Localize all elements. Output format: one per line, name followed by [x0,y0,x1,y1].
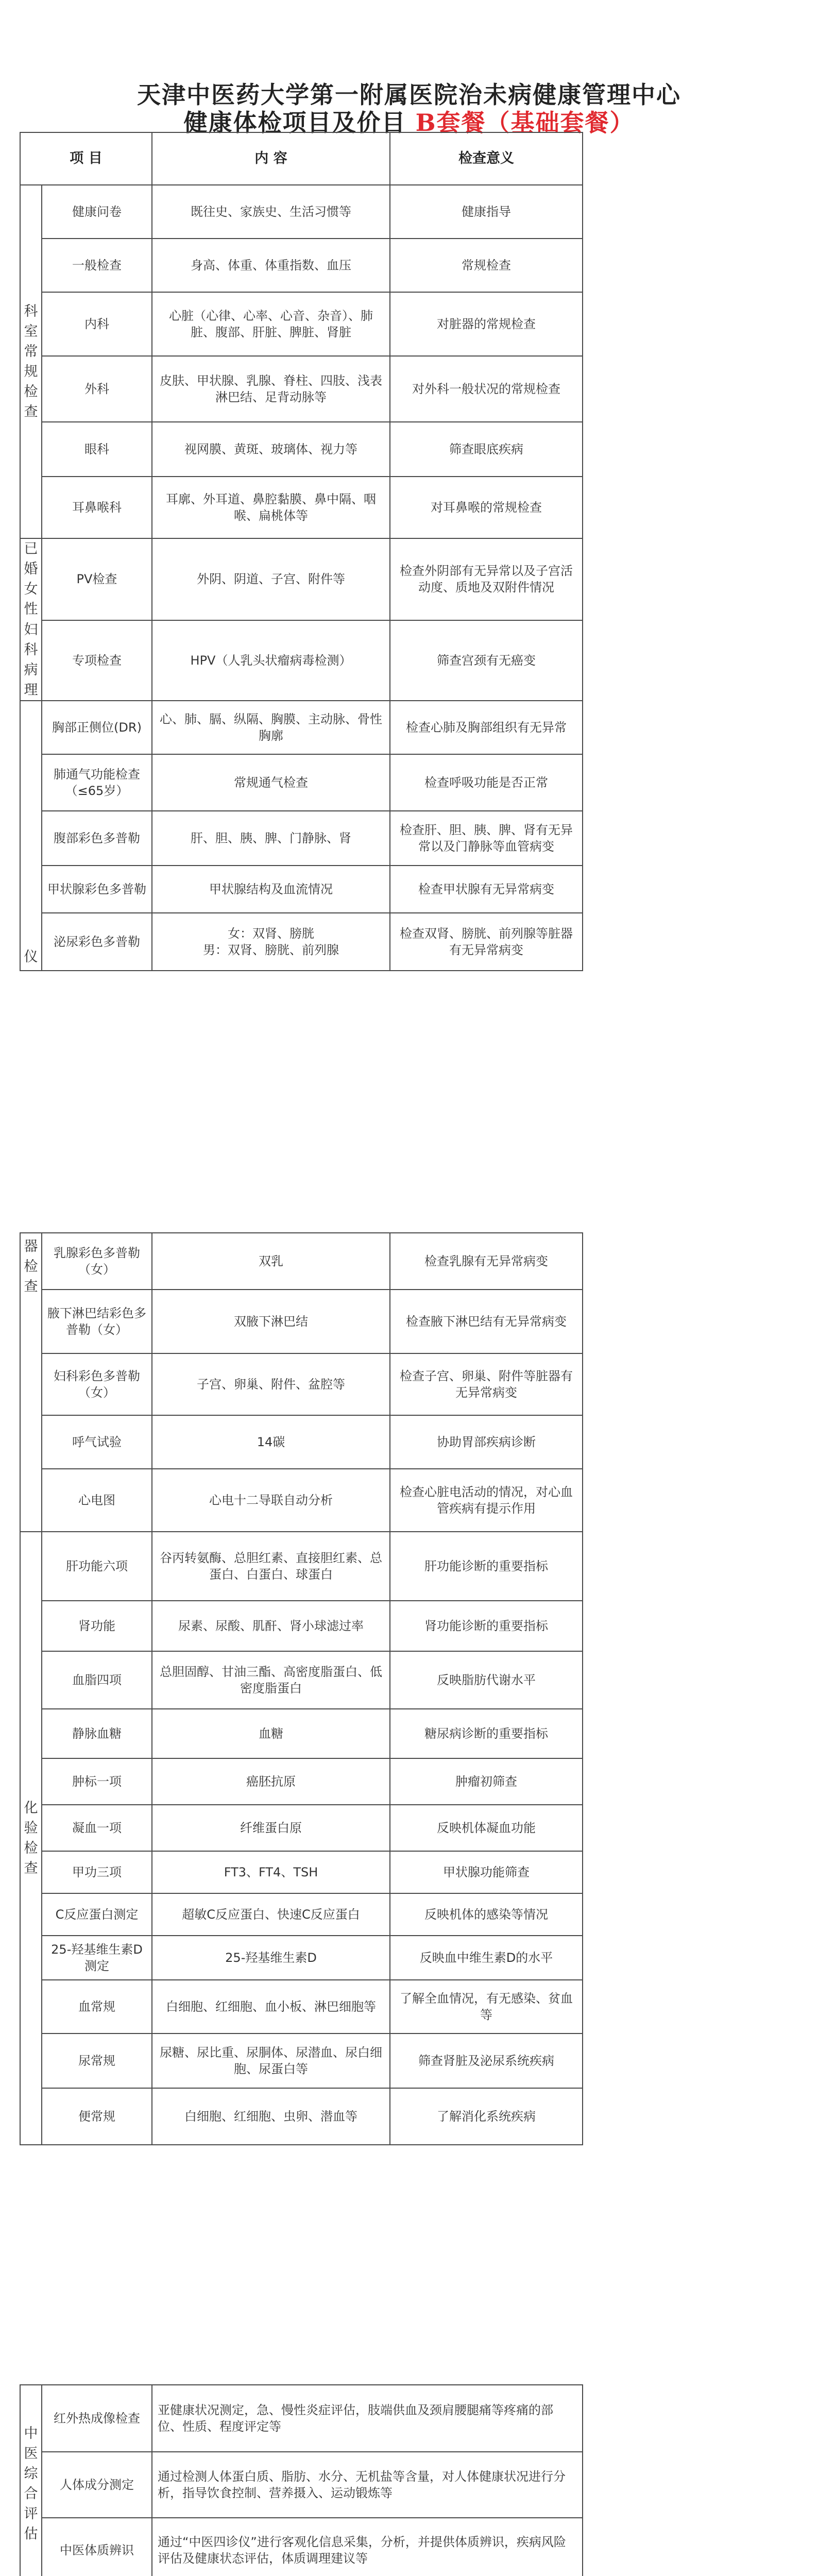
meaning-cell: 肿瘤初筛查 [390,1758,583,1805]
content-cell: 25-羟基维生素D [152,1936,390,1980]
meaning-cell: 甲状腺功能筛查 [390,1851,583,1893]
table-row [20,538,583,620]
content-cell: 常规通气检查 [152,754,390,811]
content-cell: 身高、体重、体重指数、血压 [152,239,390,292]
content-cell: 白细胞、红细胞、虫卵、潜血等 [152,2088,390,2145]
category-cell: 化验检查 [20,1532,42,2145]
item-cell: 肺通气功能检查（≤65岁） [42,754,152,811]
package-name: B套餐（基础套餐） [415,109,635,137]
item-cell: 凝血一项 [42,1805,152,1851]
table-row [20,1851,583,1893]
meaning-cell: 反映血中维生素D的水平 [390,1936,583,1980]
meaning-cell: 筛查宫颈有无癌变 [390,620,583,701]
subtitle-text: 健康体检项目及价目 [183,109,406,137]
category-fragment: 器检查 [24,1239,38,1295]
content-cell: 女：双肾、膀胱 男：双肾、膀胱、前列腺 [152,913,390,971]
content-cell: 双腋下淋巴结 [152,1290,390,1353]
table-row [20,2452,583,2518]
meaning-cell: 糖尿病诊断的重要指标 [390,1709,583,1758]
content-cell: 心脏（心律、心率、心音、杂音）、肺脏、腹部、肝脏、脾脏、肾脏 [152,292,390,356]
meaning-cell: 肝功能诊断的重要指标 [390,1532,583,1601]
meaning-cell: 对耳鼻喉的常规检查 [390,477,583,538]
item-cell: 25-羟基维生素D测定 [42,1936,152,1980]
table-row [20,811,583,866]
content-cell: 耳廓、外耳道、鼻腔黏膜、鼻中隔、咽喉、扁桃体等 [152,477,390,538]
meaning-cell: 对脏器的常规检查 [390,292,583,356]
content-cell: 心电十二导联自动分析 [152,1469,390,1532]
content-cell: 亚健康状况测定，急、慢性炎症评估，肢端供血及颈肩腰腿痛等疼痛的部位、性质、程度评定等 [152,2385,583,2452]
item-cell: 甲功三项 [42,1851,152,1893]
item-cell: 健康问卷 [42,185,152,239]
item-cell: PV检查 [42,538,152,620]
category-cell [20,1233,42,1532]
item-cell: 外科 [42,356,152,422]
meaning-cell: 筛查眼底疾病 [390,422,583,477]
content-cell: FT3、FT4、TSH [152,1851,390,1893]
table-row [20,477,583,538]
exam-table-part-1 [20,132,583,971]
table-row [20,1415,583,1469]
table-row [20,2033,583,2088]
item-cell: 肝功能六项 [42,1532,152,1601]
meaning-cell: 检查外阴部有无异常以及子宫活动度、质地及双附件情况 [390,538,583,620]
table-row [20,185,583,239]
content-cell: 外阴、阴道、子宫、附件等 [152,538,390,620]
item-cell: 乳腺彩色多普勒（女） [42,1233,152,1290]
table-row [20,701,583,754]
meaning-cell: 健康指导 [390,185,583,239]
table-row [20,292,583,356]
item-cell: 腋下淋巴结彩色多普勒（女） [42,1290,152,1353]
table-row [20,1805,583,1851]
content-cell: 通过“中医四诊仪”进行客观化信息采集，分析，并提供体质辨识，疾病风险评估及健康状态评估，体质调理建议等 [152,2518,583,2576]
meaning-cell: 了解全血情况，有无感染、贫血等 [390,1980,583,2033]
table-row [20,1980,583,2033]
meaning-cell: 了解消化系统疾病 [390,2088,583,2145]
table-header-row [20,132,583,185]
table-row [20,422,583,477]
meaning-cell: 检查双肾、膀胱、前列腺等脏器有无异常病变 [390,913,583,971]
content-cell: 既往史、家族史、生活习惯等 [152,185,390,239]
table-row [20,356,583,422]
item-cell: 甲状腺彩色多普勒 [42,866,152,913]
table-row [20,239,583,292]
item-cell: 尿常规 [42,2033,152,2088]
col-header-item: 项 目 [20,132,152,185]
table-row [20,1651,583,1709]
meaning-cell: 筛查肾脏及泌尿系统疾病 [390,2033,583,2088]
item-cell: 眼科 [42,422,152,477]
item-cell: 人体成分测定 [42,2452,152,2518]
meaning-cell: 反映机体凝血功能 [390,1805,583,1851]
content-cell: 癌胚抗原 [152,1758,390,1805]
content-cell: 双乳 [152,1233,390,1290]
content-cell: 谷丙转氨酶、总胆红素、直接胆红素、总蛋白、白蛋白、球蛋白 [152,1532,390,1601]
content-cell: 子宫、卵巢、附件、盆腔等 [152,1353,390,1415]
item-cell: 肿标一项 [42,1758,152,1805]
table-row [20,620,583,701]
table-row [20,1601,583,1651]
category-fragment: 仪 [24,948,38,965]
item-cell: 便常规 [42,2088,152,2145]
item-cell: 胸部正侧位(DR) [42,701,152,754]
meaning-cell: 对外科一般状况的常规检查 [390,356,583,422]
exam-table-part-2 [20,1232,583,2145]
item-cell: 血常规 [42,1980,152,2033]
table-row [20,1893,583,1936]
item-cell: 耳鼻喉科 [42,477,152,538]
table-row [20,1290,583,1353]
item-cell: 血脂四项 [42,1651,152,1709]
meaning-cell: 检查乳腺有无异常病变 [390,1233,583,1290]
col-header-content: 内 容 [152,132,390,185]
table-row [20,2518,583,2576]
table-row [20,2385,583,2452]
table-row [20,1758,583,1805]
table-row [20,2088,583,2145]
content-cell: 尿素、尿酸、肌酐、肾小球滤过率 [152,1601,390,1651]
meaning-cell: 反映机体的感染等情况 [390,1893,583,1936]
item-cell: 妇科彩色多普勒（女） [42,1353,152,1415]
content-cell: 甲状腺结构及血流情况 [152,866,390,913]
content-cell: 肝、胆、胰、脾、门静脉、肾 [152,811,390,866]
content-cell: HPV（人乳头状瘤病毒检测） [152,620,390,701]
item-cell: 呼气试验 [42,1415,152,1469]
exam-table-part-3 [20,2384,583,2576]
category-cell: 科室常规检查 [20,185,42,538]
item-cell: 腹部彩色多普勒 [42,811,152,866]
meaning-cell: 检查心脏电活动的情况，对心血管疾病有提示作用 [390,1469,583,1532]
meaning-cell: 检查甲状腺有无异常病变 [390,866,583,913]
content-cell: 视网膜、黄斑、玻璃体、视力等 [152,422,390,477]
meaning-cell: 反映脂肪代谢水平 [390,1651,583,1709]
meaning-cell: 检查子宫、卵巢、附件等脏器有无异常病变 [390,1353,583,1415]
meaning-cell: 检查呼吸功能是否正常 [390,754,583,811]
content-cell: 白细胞、红细胞、血小板、淋巴细胞等 [152,1980,390,2033]
content-cell: 纤维蛋白原 [152,1805,390,1851]
category-cell: 已婚女性妇科病理 [20,538,42,701]
col-header-meaning: 检查意义 [390,132,583,185]
category-cell: 中医综合评估 [20,2385,42,2576]
table-row [20,913,583,971]
content-cell: 皮肤、甲状腺、乳腺、脊柱、四肢、浅表淋巴结、足背动脉等 [152,356,390,422]
page-title: 天津中医药大学第一附属医院治未病健康管理中心 [137,81,681,109]
item-cell: 静脉血糖 [42,1709,152,1758]
meaning-cell: 协助胃部疾病诊断 [390,1415,583,1469]
content-cell: 血糖 [152,1709,390,1758]
meaning-cell: 检查腋下淋巴结有无异常病变 [390,1290,583,1353]
table-row [20,1469,583,1532]
item-cell: 红外热成像检查 [42,2385,152,2452]
item-cell: 内科 [42,292,152,356]
item-cell: 专项检查 [42,620,152,701]
item-cell: 心电图 [42,1469,152,1532]
meaning-cell: 检查肝、胆、胰、脾、肾有无异常以及门静脉等血管病变 [390,811,583,866]
item-cell: 中医体质辨识 [42,2518,152,2576]
item-cell: C反应蛋白测定 [42,1893,152,1936]
content-cell: 超敏C反应蛋白、快速C反应蛋白 [152,1893,390,1936]
table-row [20,1353,583,1415]
meaning-cell: 常规检查 [390,239,583,292]
content-cell: 总胆固醇、甘油三酯、高密度脂蛋白、低密度脂蛋白 [152,1651,390,1709]
item-cell: 肾功能 [42,1601,152,1651]
table-row [20,1532,583,1601]
meaning-cell: 检查心肺及胸部组织有无异常 [390,701,583,754]
content-cell: 14碳 [152,1415,390,1469]
item-cell: 泌尿彩色多普勒 [42,913,152,971]
table-row [20,1936,583,1980]
content-cell: 心、肺、膈、纵隔、胸膜、主动脉、骨性胸廓 [152,701,390,754]
table-row [20,866,583,913]
item-cell: 一般检查 [42,239,152,292]
table-row [20,754,583,811]
meaning-cell: 肾功能诊断的重要指标 [390,1601,583,1651]
content-cell: 通过检测人体蛋白质、脂肪、水分、无机盐等含量，对人体健康状况进行分析，指导饮食控制、营养摄入、运动锻炼等 [152,2452,583,2518]
table-row [20,1233,583,1290]
content-cell: 尿糖、尿比重、尿胴体、尿潜血、尿白细胞、尿蛋白等 [152,2033,390,2088]
table-row [20,1709,583,1758]
category-cell [20,701,42,971]
